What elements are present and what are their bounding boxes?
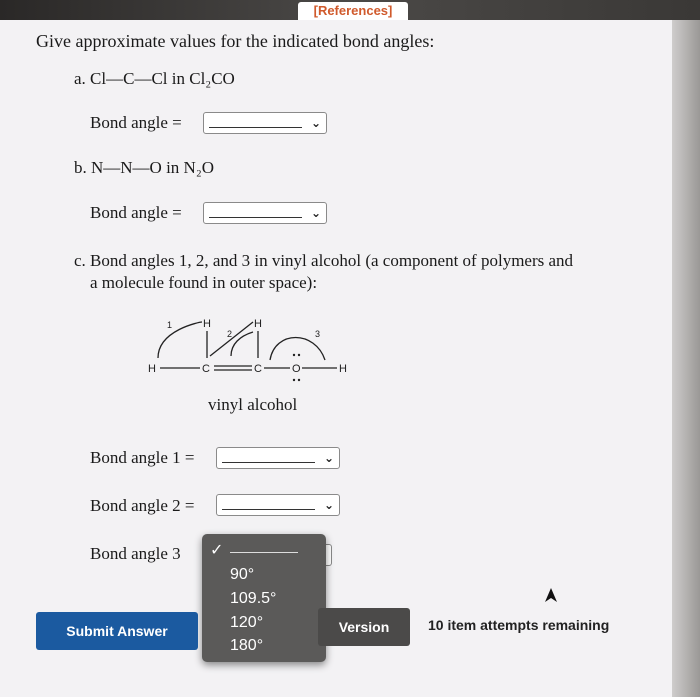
angle-arc-3 (270, 338, 325, 361)
atom-h-right: H (339, 363, 347, 375)
dropdown-option[interactable]: 90° (230, 566, 255, 583)
angle-arc-1 (158, 322, 202, 358)
references-tab[interactable] (298, 2, 408, 20)
part-b-angle-select[interactable] (203, 202, 327, 224)
angle-arc-2b (231, 332, 253, 356)
part-c-label-line1: c. Bond angles 1, 2, and 3 in vinyl alcohol (a component of polymers and (74, 251, 574, 270)
dropdown-option-blank[interactable] (230, 552, 298, 553)
angle-number-1: 1 (167, 320, 173, 330)
angle-3-label: Bond angle 3 (90, 544, 181, 563)
checkmark-icon: ✓ (210, 540, 224, 559)
dropdown-option[interactable]: 120° (230, 614, 264, 631)
part-a-bond-label: Bond angle = (90, 113, 182, 132)
attempts-remaining: 10 item attempts remaining (428, 617, 610, 633)
atom-c2: C (254, 363, 262, 375)
part-b-bond-label: Bond angle = (90, 203, 182, 222)
try-another-version-button[interactable] (318, 608, 410, 646)
dropdown-option[interactable]: 180° (230, 637, 264, 654)
angle-1-label: Bond angle 1 = (90, 448, 195, 467)
version-label: Version (338, 619, 390, 635)
chevron-down-icon: ⌄ (310, 206, 321, 220)
select-blank (209, 127, 302, 128)
chevron-down-icon: ⌄ (323, 451, 334, 465)
angle-2-label: Bond angle 2 = (90, 496, 195, 515)
molecule-caption: vinyl alcohol (208, 395, 298, 414)
atom-o: O (292, 363, 301, 375)
angle-3-dropdown-menu[interactable] (202, 534, 326, 662)
references-link[interactable]: [References] (313, 3, 393, 18)
atom-h-left: H (148, 363, 156, 375)
dropdown-option[interactable]: 109.5° (230, 590, 277, 607)
angle-2-select[interactable] (216, 494, 340, 516)
select-blank (209, 217, 302, 218)
part-b-label: b. N—N—O in N₂O (74, 158, 215, 177)
angle-number-3: 3 (315, 329, 321, 339)
atom-h-top1: H (203, 318, 211, 330)
question-intro: Give approximate values for the indicated bond angles: (36, 31, 435, 51)
vinyl-alcohol-structure (140, 310, 370, 385)
mouse-pointer-icon (543, 586, 559, 606)
chevron-down-icon: ⌄ (310, 116, 321, 130)
atom-c1: C (202, 363, 210, 375)
angle-number-2: 2 (227, 329, 233, 339)
part-c-label-line2: a molecule found in outer space): (90, 273, 318, 292)
part-a-label: a. Cl—C—Cl in Cl₂CO (74, 69, 235, 88)
select-blank (222, 509, 315, 510)
part-a-angle-select[interactable] (203, 112, 327, 134)
chevron-down-icon: ⌄ (323, 498, 334, 512)
atom-h-top2: H (254, 318, 262, 330)
submit-answer-label: Submit Answer (66, 623, 168, 639)
submit-answer-button[interactable] (36, 612, 198, 650)
window-edge (672, 20, 700, 697)
top-bar (0, 0, 700, 20)
select-blank (222, 462, 315, 463)
angle-1-select[interactable] (216, 447, 340, 469)
